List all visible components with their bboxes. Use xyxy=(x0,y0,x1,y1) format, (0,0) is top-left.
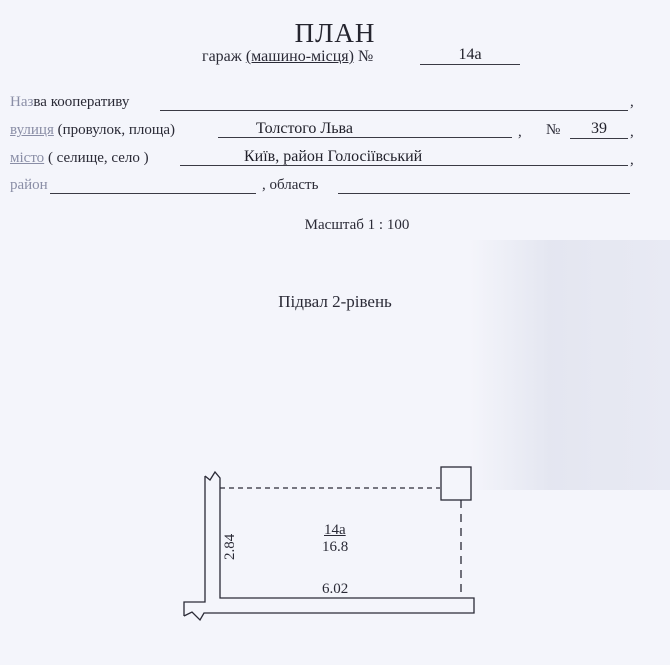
floor-level-text: Підвал 2-рівень xyxy=(278,292,392,311)
cooperative-label: Назва кооперативу xyxy=(10,94,130,110)
width-dimension: 2.84 xyxy=(222,533,238,560)
district-label: район xyxy=(10,177,48,193)
length-dimension: 6.02 xyxy=(322,581,349,597)
region-label: , область xyxy=(262,177,319,193)
house-number-comma: , xyxy=(630,124,634,140)
garage-number-field: 14а xyxy=(420,46,520,65)
city-comma: , xyxy=(630,152,634,168)
city-field: Київ, район Голосіївський xyxy=(180,148,628,166)
bottom-wall xyxy=(184,598,474,620)
wall-break-top xyxy=(205,472,220,488)
house-number-sign: № xyxy=(546,122,561,138)
left-wall-outer xyxy=(184,476,205,616)
subtitle-prefix: гараж xyxy=(202,48,242,65)
house-number-field: 39 xyxy=(570,120,628,139)
street-label: вулиця (провулок, площа) xyxy=(10,122,176,138)
subtitle-number-sign: № xyxy=(357,48,374,65)
scale-text: Масштаб 1 : 100 xyxy=(304,217,410,233)
street-comma: , xyxy=(518,124,522,140)
street-field: Толстого Льва xyxy=(218,120,512,138)
column-square xyxy=(441,467,471,500)
document-title: ПЛАН xyxy=(294,18,376,48)
cooperative-comma: , xyxy=(630,94,634,110)
subtitle-parking: (машино-місця) xyxy=(245,48,354,65)
room-area: 16.8 xyxy=(322,539,349,555)
city-label: місто ( селище, село ) xyxy=(10,150,149,166)
room-number: 14а xyxy=(324,522,346,538)
